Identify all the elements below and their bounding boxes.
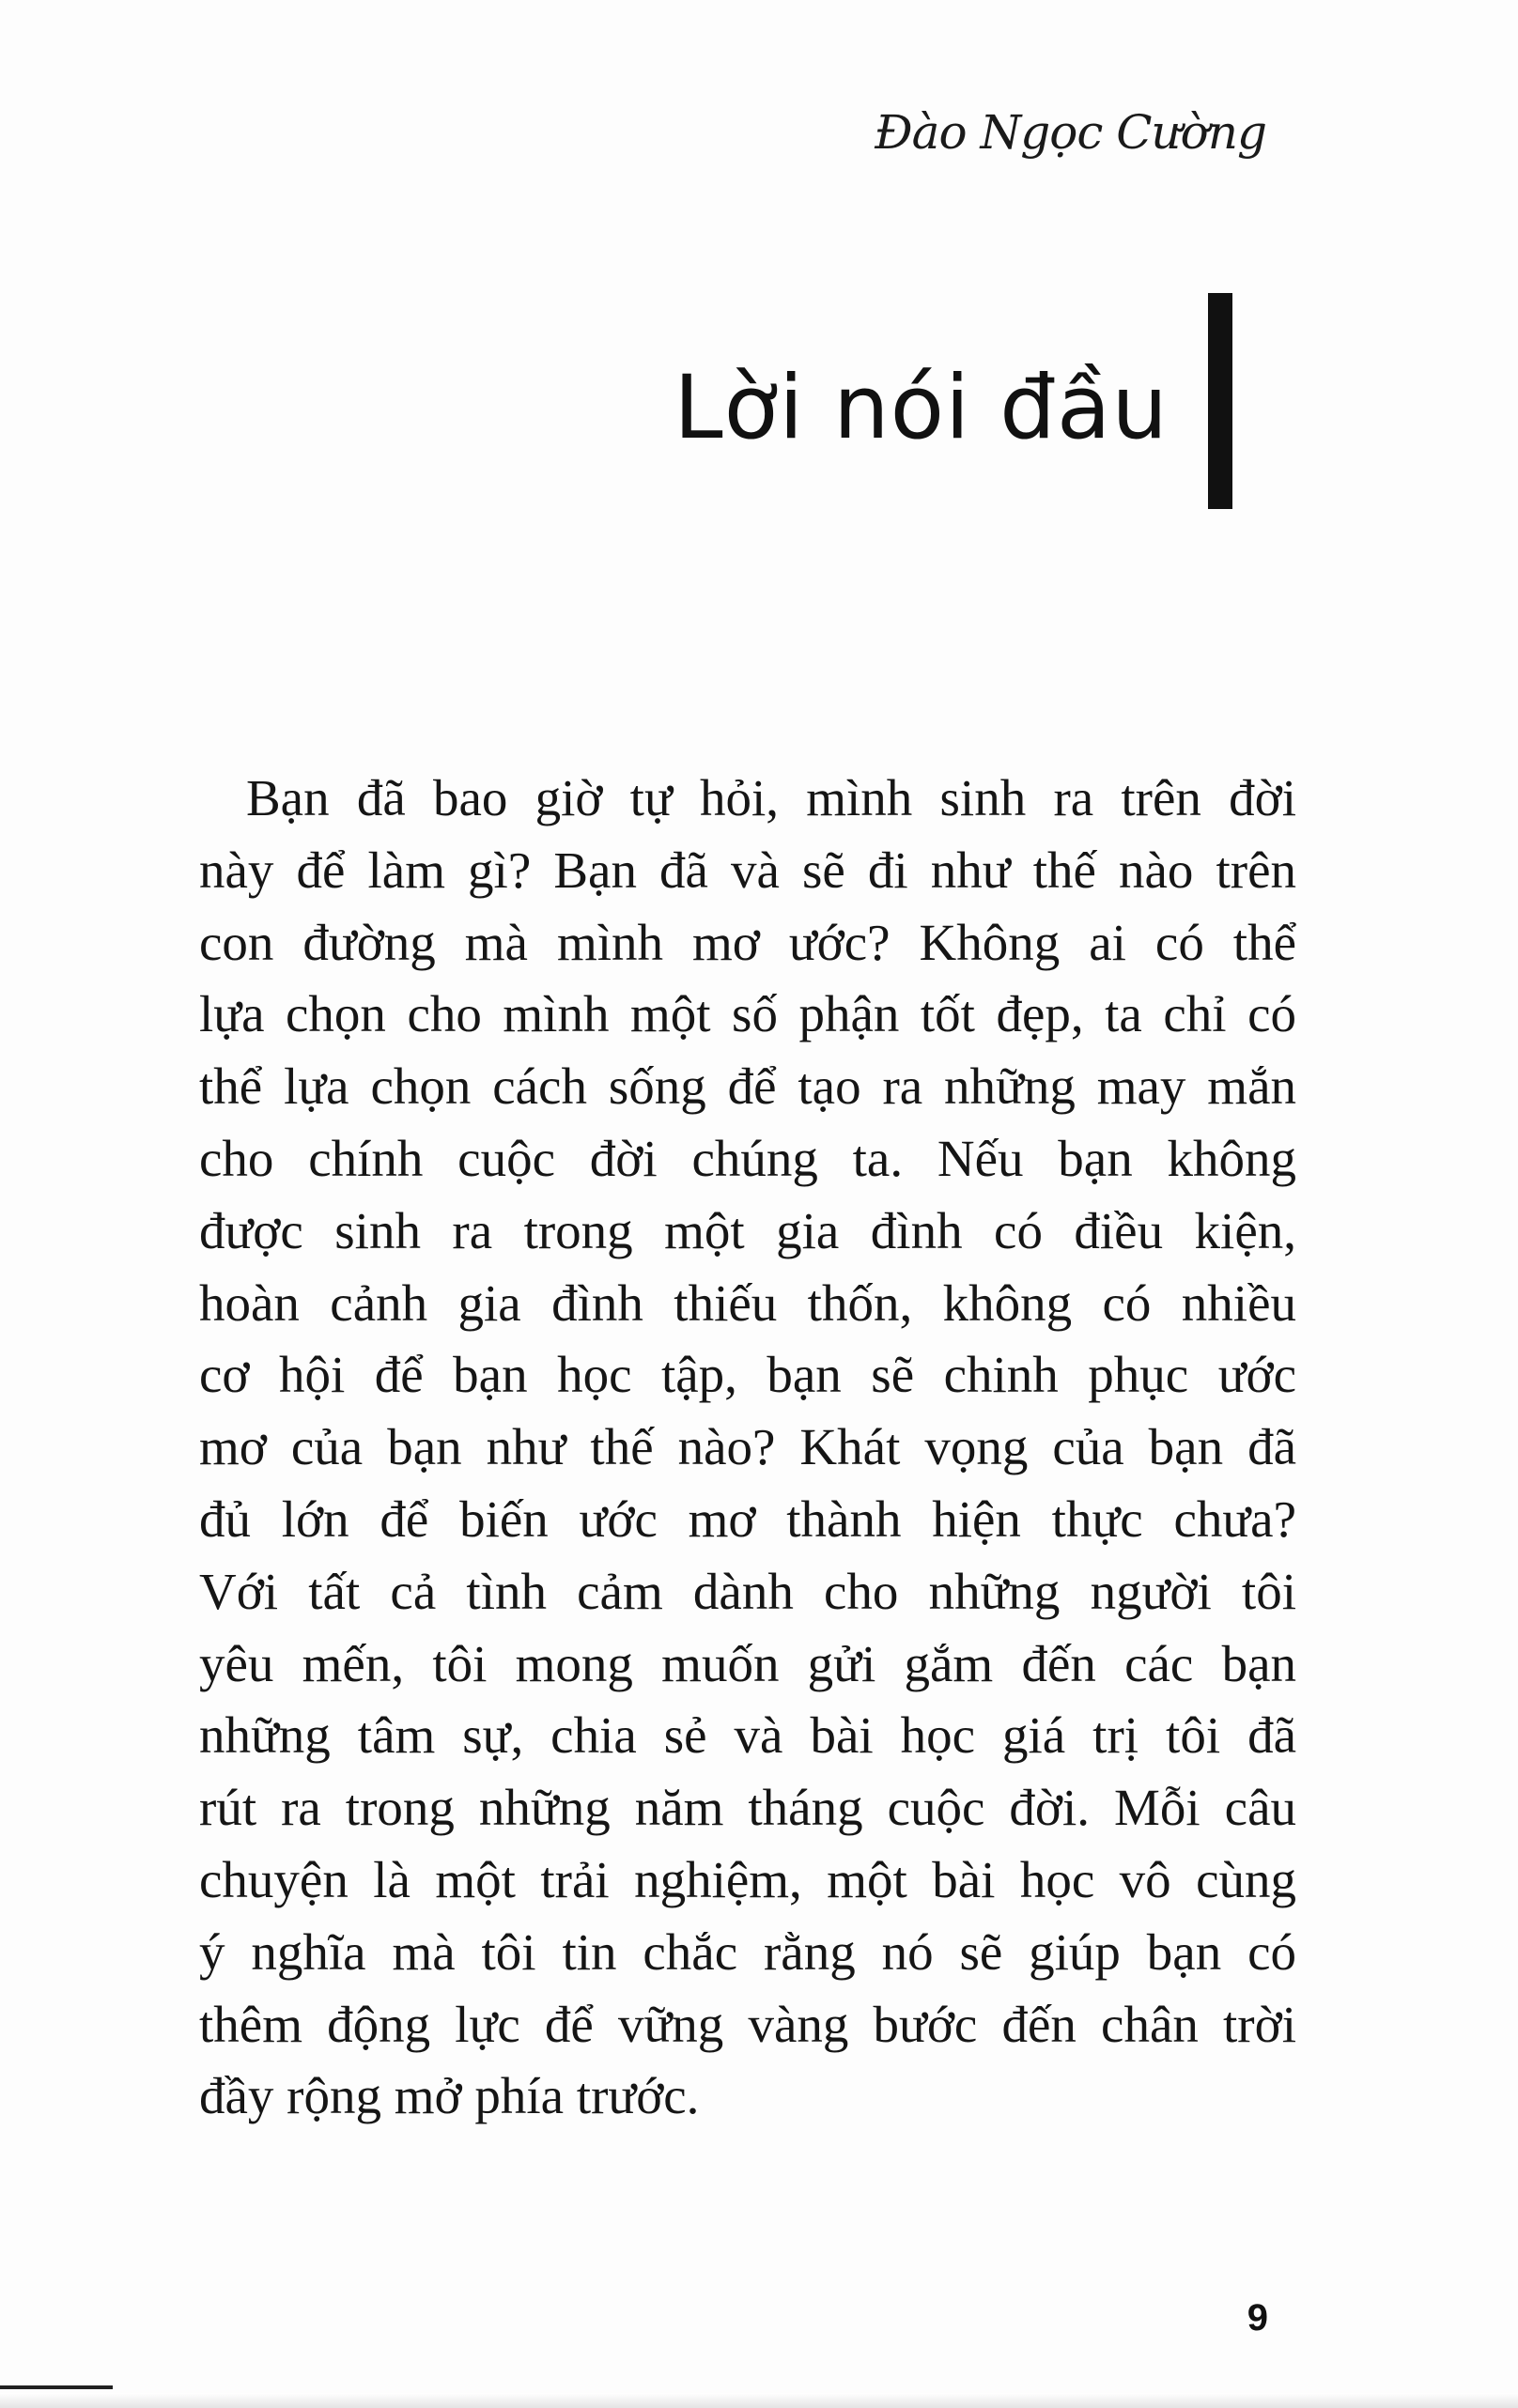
text-line: cơ hội để bạn học tập, bạn sẽ chinh phục ước bbox=[199, 1346, 1296, 1404]
text-line: Với tất cả tình cảm dành cho những người tôi bbox=[199, 1562, 1296, 1620]
text-line: ý nghĩa mà tôi tin chắc rằng nó sẽ giúp bạn có bbox=[199, 1922, 1296, 1981]
text-line: Bạn đã bao giờ tự hỏi, mình sinh ra trên đời bbox=[246, 769, 1296, 826]
text-line: con đường mà mình mơ ước? Không ai có thể bbox=[199, 913, 1296, 971]
text-line: hoàn cảnh gia đình thiếu thốn, không có nhiều bbox=[199, 1273, 1296, 1332]
text-line: chuyện là một trải nghiệm, một bài học vô cùng bbox=[199, 1850, 1296, 1908]
text-line: rút ra trong những năm tháng cuộc đời. Mỗi câu bbox=[199, 1779, 1296, 1837]
page-number: 9 bbox=[1247, 2297, 1268, 2339]
chapter-title: Lời nói đầu bbox=[674, 357, 1169, 459]
title-accent-bar bbox=[1208, 293, 1232, 509]
text-line: đủ lớn để biến ước mơ thành hiện thực chưa? bbox=[199, 1490, 1296, 1548]
running-header-author: Đào Ngọc Cường bbox=[875, 105, 1266, 160]
page-edge-mark bbox=[0, 2385, 113, 2389]
text-line: đầy rộng mở phía trước. bbox=[199, 2067, 700, 2125]
text-line: mơ của bạn như thế nào? Khát vọng của bạn đã bbox=[199, 1418, 1296, 1476]
text-line: cho chính cuộc đời chúng ta. Nếu bạn không bbox=[199, 1129, 1296, 1187]
text-line: thể lựa chọn cách sống để tạo ra những may mắn bbox=[199, 1057, 1296, 1116]
body-paragraph bbox=[199, 763, 1296, 2133]
page-bottom-edge bbox=[0, 2393, 1518, 2408]
text-line: yêu mến, tôi mong muốn gửi gắm đến các bạn bbox=[199, 1634, 1296, 1692]
text-line: những tâm sự, chia sẻ và bài học giá trị tôi đã bbox=[199, 1706, 1296, 1765]
text-line: này để làm gì? Bạn đã và sẽ đi như thế nào trên bbox=[199, 841, 1296, 899]
text-line: thêm động lực để vững vàng bước đến chân trời bbox=[199, 1995, 1296, 2053]
text-line: lựa chọn cho mình một số phận tốt đẹp, ta chỉ có bbox=[199, 985, 1296, 1043]
text-line: được sinh ra trong một gia đình có điều kiện, bbox=[199, 1201, 1296, 1259]
